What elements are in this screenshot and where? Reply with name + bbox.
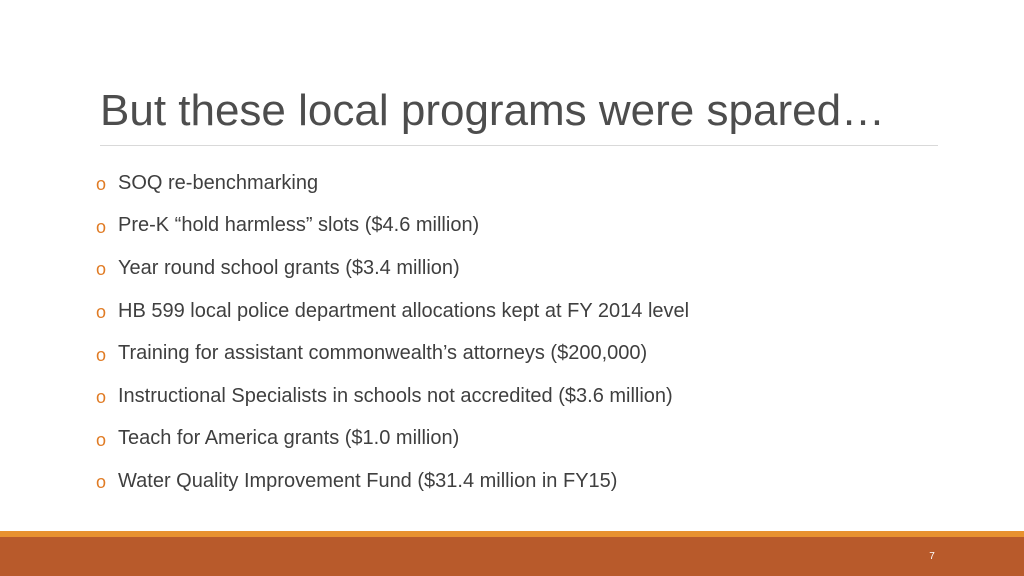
bullet-item xyxy=(96,290,976,333)
bullet-item xyxy=(96,418,976,461)
bullet-list xyxy=(96,162,976,503)
bullet-circle-icon: o xyxy=(96,429,107,450)
footer-bar xyxy=(0,537,1024,576)
bullet-circle-icon: o xyxy=(96,302,107,323)
bullet-circle-icon: o xyxy=(96,387,107,408)
bullet-item xyxy=(96,205,976,248)
bullet-circle-icon: o xyxy=(96,472,107,493)
bullet-item xyxy=(96,247,976,290)
bullet-item xyxy=(96,332,976,375)
bullet-text: Water Quality Improvement Fund ($31.4 million in FY15) xyxy=(118,469,618,492)
bullet-text: Year round school grants ($3.4 million) xyxy=(118,256,460,279)
bullet-circle-icon: o xyxy=(96,344,107,365)
bullet-text: Training for assistant commonwealth’s attorneys ($200,000) xyxy=(118,342,648,365)
bullet-text: SOQ re-benchmarking xyxy=(118,171,319,194)
slide-title: But these local programs were spared… xyxy=(100,86,886,135)
bullet-text: Pre-K “hold harmless” slots ($4.6 million) xyxy=(118,214,480,237)
bullet-text: Teach for America grants ($1.0 million) xyxy=(118,427,460,450)
bullet-item xyxy=(96,375,976,418)
title-divider xyxy=(100,145,938,146)
bullet-text: HB 599 local police department allocations kept at FY 2014 level xyxy=(118,299,690,322)
bullet-item xyxy=(96,460,976,503)
page-number: 7 xyxy=(929,551,935,562)
bullet-circle-icon: o xyxy=(96,216,107,237)
bullet-text: Instructional Specialists in schools not accredited ($3.6 million) xyxy=(118,384,673,407)
bullet-circle-icon: o xyxy=(96,174,107,195)
bullet-circle-icon: o xyxy=(96,259,107,280)
bullet-item xyxy=(96,162,976,205)
